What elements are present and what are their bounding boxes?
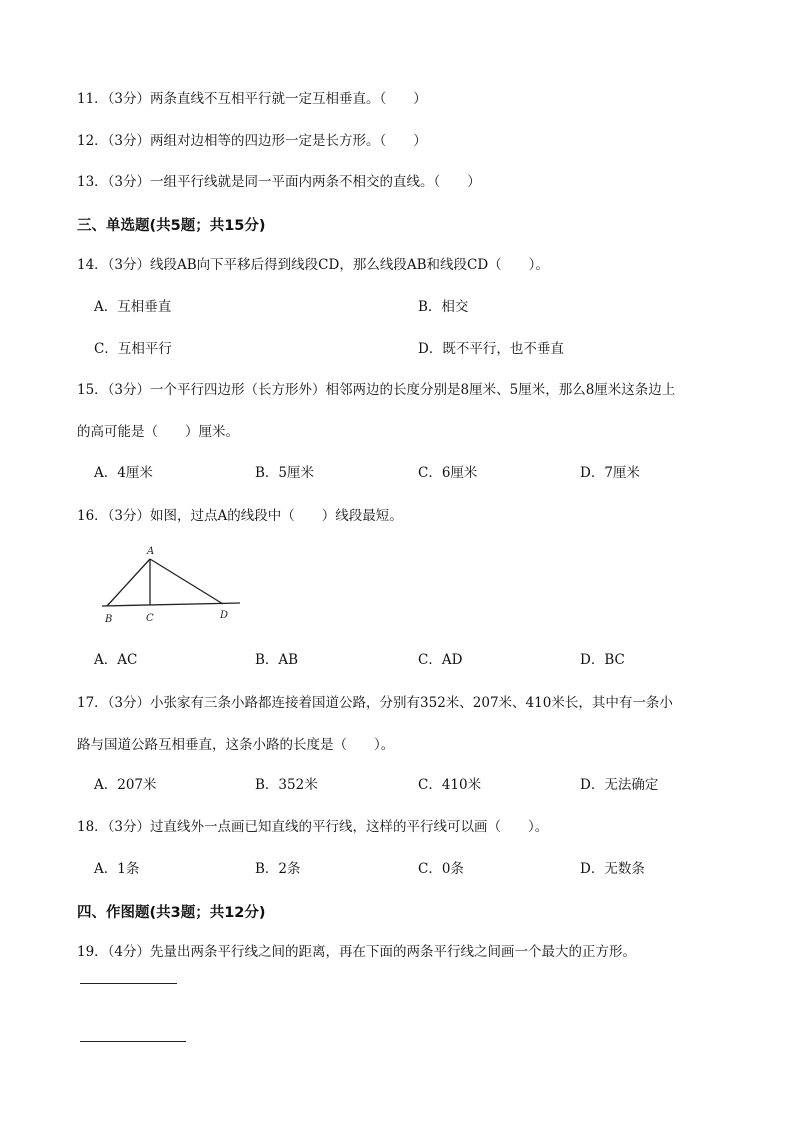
question-15-stem-line1: 15．（3分）一个平行四边形（长方形外）相邻两边的长度分别是8厘米、5厘米，那么8厘米这条边上 (77, 382, 676, 398)
segment-ad (150, 559, 223, 604)
parallel-line-top (80, 983, 177, 984)
section-3-heading: 三、单选题(共5题；共15分) (77, 218, 266, 234)
label-c: C (146, 613, 154, 624)
label-a: A (147, 546, 155, 557)
question-16-option-d[interactable]: D．BC (580, 652, 625, 668)
question-11: 11．（3分）两条直线不互相平行就一定互相垂直。（ ） (77, 91, 427, 107)
question-17-stem-line2: 路与国道公路互相垂直，这条小路的长度是（ ）。 (77, 737, 395, 753)
label-b: B (105, 614, 113, 625)
question-18-option-c[interactable]: C．0条 (418, 861, 464, 877)
label-d: D (220, 610, 229, 621)
question-17-stem-line1: 17．（3分）小张家有三条小路都连接着国道公路，分别有352米、207米、410米长，其中有一条小 (77, 695, 673, 711)
question-17-option-a[interactable]: A．207米 (94, 777, 157, 793)
question-17-option-c[interactable]: C．410米 (418, 777, 482, 793)
triangle-figure (95, 540, 245, 630)
question-12: 12．（3分）两组对边相等的四边形一定是长方形。（ ） (77, 133, 427, 149)
question-16-option-c[interactable]: C．AD (418, 652, 463, 668)
question-15-stem-line2: 的高可能是（ ）厘米。 (77, 424, 239, 440)
question-18-option-b[interactable]: B．2条 (255, 861, 301, 877)
question-18-option-d[interactable]: D．无数条 (580, 861, 645, 877)
segment-ab (107, 559, 150, 606)
question-17-option-d[interactable]: D．无法确定 (580, 777, 659, 793)
question-14-option-a[interactable]: A．互相垂直 (94, 299, 172, 315)
question-18-stem: 18．（3分）过直线外一点画已知直线的平行线，这样的平行线可以画（ ）。 (77, 819, 549, 835)
question-14-stem: 14．（3分）线段AB向下平移后得到线段CD，那么线段AB和线段CD（ ）。 (77, 257, 549, 273)
question-15-option-c[interactable]: C．6厘米 (418, 465, 478, 481)
question-15-option-d[interactable]: D．7厘米 (580, 465, 640, 481)
parallel-line-bottom (80, 1041, 186, 1042)
question-16-stem: 16．（3分）如图，过点A的线段中（ ）线段最短。 (77, 508, 403, 524)
question-15-option-b[interactable]: B．5厘米 (255, 465, 315, 481)
question-17-option-b[interactable]: B．352米 (255, 777, 318, 793)
question-16-option-a[interactable]: A．AC (94, 652, 138, 668)
question-14-option-c[interactable]: C．互相平行 (94, 341, 172, 357)
question-15-option-a[interactable]: A．4厘米 (94, 465, 153, 481)
question-19-stem: 19．（4分）先量出两条平行线之间的距离，再在下面的两条平行线之间画一个最大的正方形。 (77, 944, 637, 960)
section-4-heading: 四、作图题(共3题；共12分) (77, 905, 266, 921)
question-18-option-a[interactable]: A．1条 (94, 861, 140, 877)
question-13: 13．（3分）一组平行线就是同一平面内两条不相交的直线。（ ） (77, 174, 481, 190)
base-line (102, 603, 240, 606)
question-14-option-d[interactable]: D．既不平行，也不垂直 (418, 341, 564, 357)
question-16-option-b[interactable]: B．AB (255, 652, 299, 668)
question-14-option-b[interactable]: B．相交 (418, 299, 469, 315)
